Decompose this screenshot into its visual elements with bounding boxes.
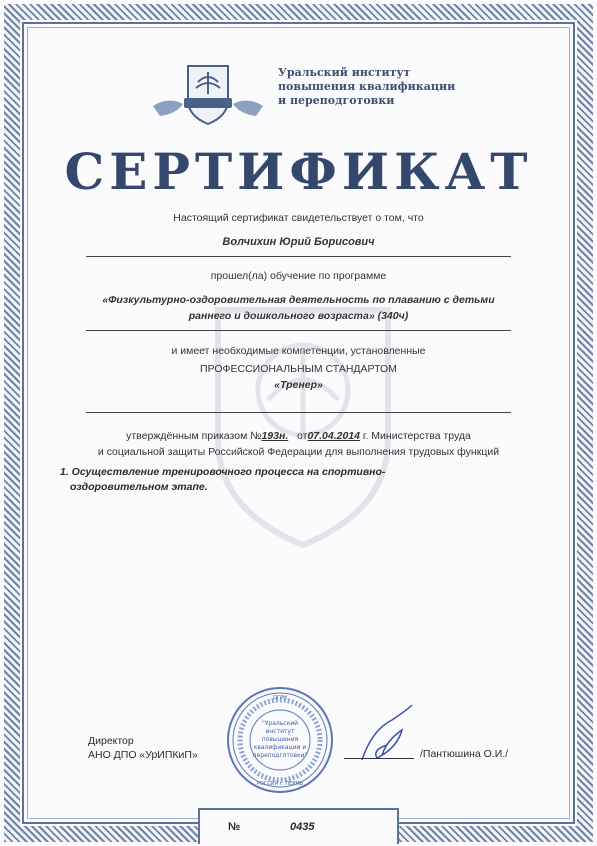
- signature-line: [344, 758, 414, 759]
- director-org: АНО ДПО «УрИПКиП»: [88, 749, 198, 761]
- role-text: «Тренер»: [274, 379, 323, 391]
- order-line2: и социальной защиты Российской Федерации для выполнения трудовых функций: [97, 446, 500, 458]
- official-seal: [225, 685, 335, 795]
- director-block: [88, 734, 198, 762]
- order-number: 193н.: [261, 430, 289, 442]
- intro-text: Настоящий сертификат свидетельствует о том, что: [173, 212, 424, 224]
- order-date: 07.04.2014: [307, 430, 360, 442]
- certificate-number: 0435: [290, 821, 315, 833]
- order-suffix: г. Министерства труда: [362, 430, 471, 442]
- director-title: Директор: [88, 735, 134, 747]
- svg-text:ОГРН: ОГРН: [273, 695, 287, 701]
- svg-text:"Уральский: "Уральский: [262, 720, 298, 727]
- order-prefix: утверждённым приказом №: [126, 430, 262, 442]
- program-underline: [86, 330, 511, 331]
- institute-logo: [148, 58, 268, 128]
- svg-text:РОССИЯ г. ПЕРМЬ: РОССИЯ г. ПЕРМЬ: [256, 781, 304, 787]
- institute-name-line1: Уральский институт: [278, 66, 411, 79]
- svg-text:квалификации и: квалификации и: [253, 744, 307, 751]
- program-title-line1: «Физкультурно-оздоровительная деятельность по плаванию с детьми: [102, 294, 495, 306]
- svg-text:повышения: повышения: [261, 736, 299, 743]
- standard-text: ПРОФЕССИОНАЛЬНЫМ СТАНДАРТОМ: [200, 363, 397, 375]
- labor-function: [60, 465, 530, 495]
- program-title-line2: раннего и дошкольного возраста» (340ч): [188, 310, 409, 322]
- certificate-number-box: [198, 808, 399, 844]
- order-date-prefix: от: [297, 430, 308, 442]
- competence-text: и имеет необходимые компетенции, установленные: [171, 345, 426, 357]
- svg-text:переподготовки": переподготовки": [252, 752, 308, 759]
- recipient-name: Волчихин Юрий Борисович: [222, 236, 375, 248]
- labor-function-line1: 1. Осуществление тренировочного процесса на спортивно-: [60, 466, 386, 478]
- institute-name-line3: и переподготовки: [278, 94, 395, 107]
- watermark-shield: [208, 300, 398, 550]
- institute-name-line2: повышения квалификации: [278, 80, 456, 93]
- standard-underline: [86, 412, 511, 413]
- order-line: [40, 430, 557, 442]
- signer-name: /Пантюшина О.И./: [420, 748, 509, 760]
- name-underline: [86, 256, 511, 257]
- number-label: №: [228, 821, 241, 833]
- labor-function-line2: оздоровительном этапе.: [70, 481, 208, 493]
- director-signature: [352, 700, 422, 770]
- svg-text:институт: институт: [265, 728, 295, 735]
- institute-name: [278, 66, 498, 108]
- program-label: прошел(ла) обучение по программе: [210, 270, 387, 282]
- program-title: [40, 292, 557, 324]
- certificate-title: СЕРТИФИКАТ: [64, 142, 533, 201]
